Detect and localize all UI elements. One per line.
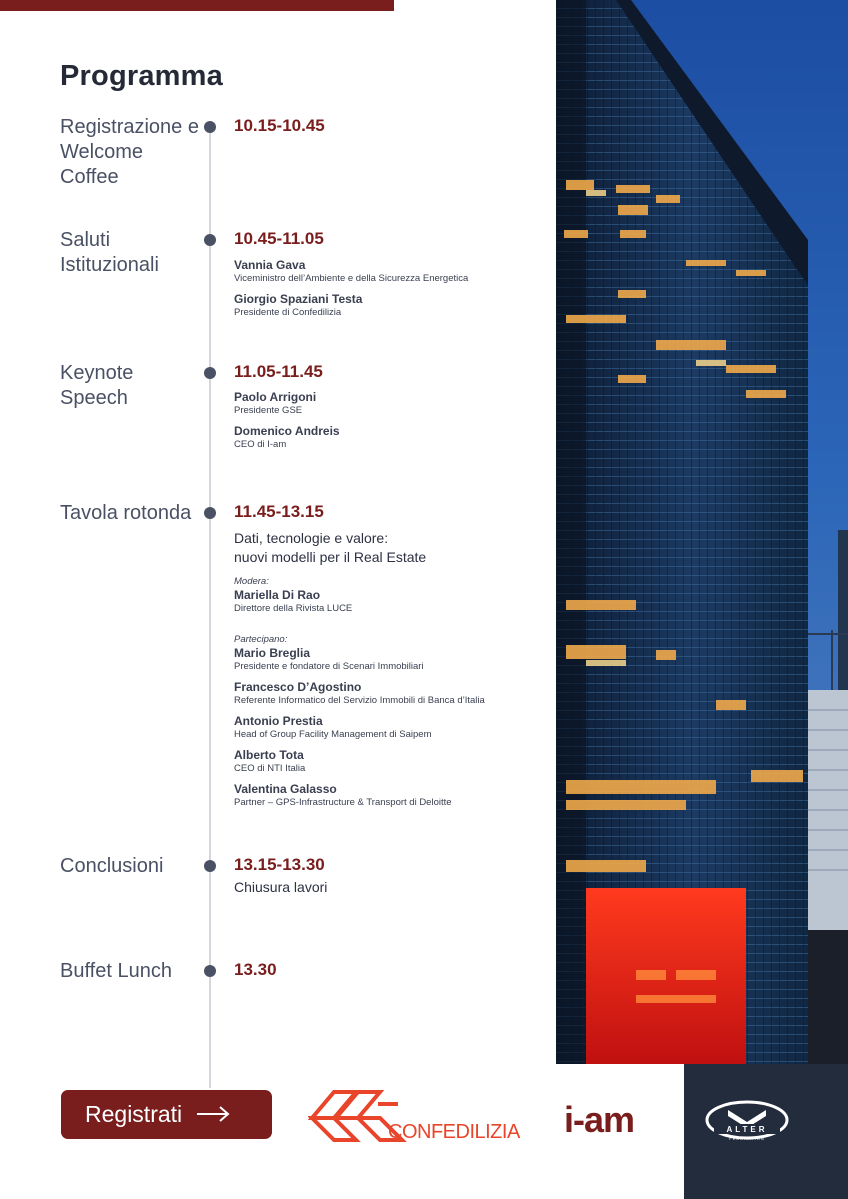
timeline-dot	[204, 860, 216, 872]
session-time: 13.15-13.30	[234, 855, 325, 874]
alter-logo-text: ALTER	[726, 1125, 768, 1134]
speaker-name: Vannia Gava	[234, 258, 306, 272]
session-note: Chiusura lavori	[234, 879, 328, 895]
participants-label: Partecipano:	[234, 634, 288, 645]
speaker-role: Referente Informatico del Servizio Immobili di Banca d’Italia	[234, 695, 485, 706]
speaker-name: Giorgio Spaziani Testa	[234, 292, 363, 306]
speaker-name: Francesco D’Agostino	[234, 680, 362, 694]
speaker-role: Head of Group Facility Management di Saipem	[234, 729, 432, 740]
speaker-role: Partner – GPS-Infrastructure & Transport di Deloitte	[234, 797, 452, 808]
top-accent-bar	[0, 0, 394, 11]
timeline-dot	[204, 234, 216, 246]
speaker-role: Presidente di Confedilizia	[234, 307, 342, 318]
iam-logo	[564, 1099, 650, 1140]
moderator-label: Modera:	[234, 576, 269, 587]
speaker-role: Direttore della Rivista LUCE	[234, 603, 353, 614]
alter-federation-logo	[704, 1096, 790, 1142]
confedilizia-logo	[308, 1088, 526, 1142]
participant	[234, 714, 534, 741]
participant	[234, 782, 534, 809]
speaker-name: Valentina Galasso	[234, 782, 337, 796]
session-label: Keynote Speech	[60, 362, 134, 409]
speaker	[234, 258, 534, 285]
speaker-name: Antonio Prestia	[234, 714, 323, 728]
participant	[234, 646, 534, 673]
alter-logo-subtext: FEDERATION	[729, 1136, 765, 1141]
speaker-role: Presidente e fondatore di Scenari Immobiliari	[234, 661, 424, 672]
panel-topic-line-1: Dati, tecnologie e valore:	[234, 530, 389, 546]
speaker-role: Viceministro dell’Ambiente e della Sicurezza Energetica	[234, 273, 469, 284]
speaker-role: CEO di I-am	[234, 439, 287, 450]
speaker-role: Presidente GSE	[234, 405, 303, 416]
session-label: Registrazione e Welcome Coffee	[60, 116, 199, 188]
timeline-dot	[204, 367, 216, 379]
moderator	[234, 588, 534, 615]
speaker-name: Alberto Tota	[234, 748, 304, 762]
session-time: 11.45-13.15	[234, 502, 324, 521]
speaker-name: Mario Breglia	[234, 646, 311, 660]
session-time: 13.30	[234, 960, 277, 979]
speaker-name: Paolo Arrigoni	[234, 390, 317, 404]
timeline-dot	[204, 121, 216, 133]
timeline-dot	[204, 965, 216, 977]
timeline-line	[209, 124, 211, 1088]
speaker	[234, 424, 534, 451]
timeline-dot	[204, 507, 216, 519]
session-label: Tavola rotonda	[60, 502, 192, 524]
session-time: 10.15-10.45	[234, 116, 325, 135]
speaker-role: CEO di NTI Italia	[234, 763, 306, 774]
iam-logo-text: i-am	[564, 1099, 635, 1140]
participant	[234, 748, 534, 775]
session-label: Buffet Lunch	[60, 960, 172, 982]
speaker	[234, 390, 534, 417]
page-title: Programma	[60, 60, 223, 92]
speaker-name: Mariella Di Rao	[234, 588, 321, 602]
register-button-label: Registrati	[85, 1101, 183, 1127]
building-photo	[556, 0, 848, 1064]
session-time: 10.45-11.05	[234, 229, 324, 248]
speaker	[234, 292, 534, 319]
panel-topic-line-2: nuovi modelli per il Real Estate	[234, 549, 427, 565]
register-button[interactable]	[61, 1090, 272, 1139]
session-label: Saluti Istituzionali	[60, 229, 159, 276]
arrow-right-icon	[196, 1101, 230, 1128]
session-label: Conclusioni	[60, 855, 164, 877]
participant	[234, 680, 534, 707]
session-time: 11.05-11.45	[234, 362, 323, 381]
confedilizia-logo-text: CONFEDILIZIA	[388, 1121, 520, 1142]
speaker-name: Domenico Andreis	[234, 424, 340, 438]
